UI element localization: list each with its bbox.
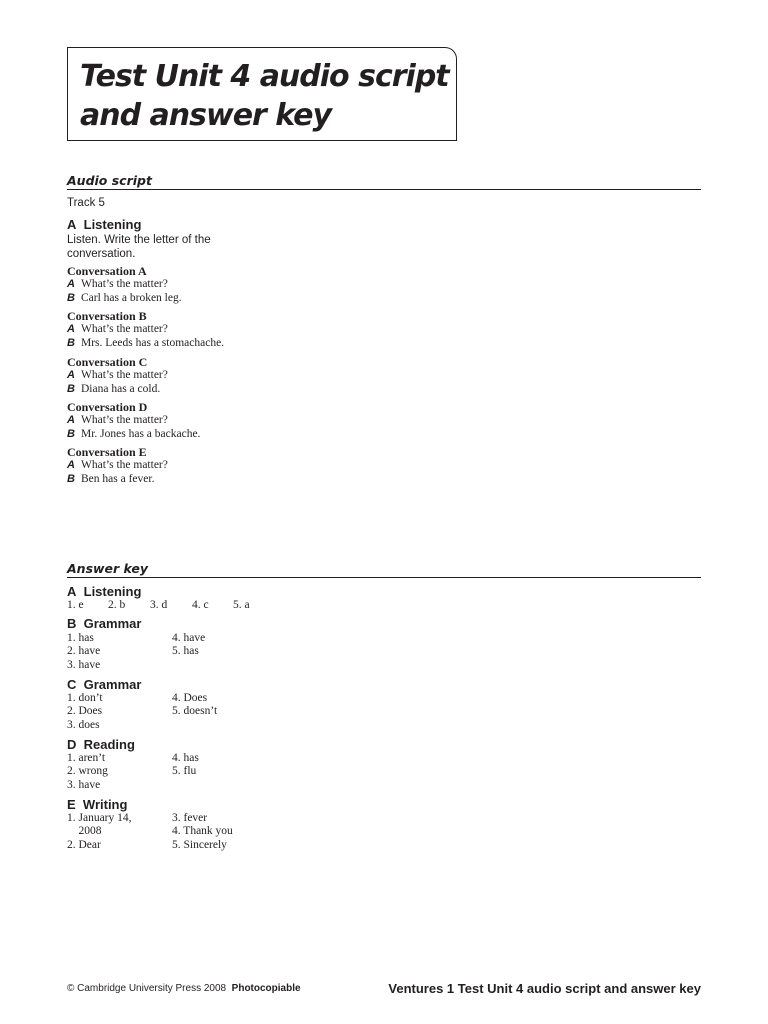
answer-item: 5. a <box>233 599 250 611</box>
answer-item: 2008 <box>67 825 102 837</box>
answer-section-heading: C Grammar <box>67 677 142 692</box>
conversation-title: Conversation E <box>67 445 147 459</box>
conversation-line: B Mrs. Leeds has a stomachache. <box>67 337 225 349</box>
conversation-line: A What’s the matter? <box>67 414 168 426</box>
answer-item: 1. January 14, <box>67 812 132 824</box>
answer-section-heading: E Writing <box>67 797 128 812</box>
conversation-title: Conversation D <box>67 400 148 414</box>
answer-item: 4. Thank you <box>172 825 233 837</box>
answer-item: 1. aren’t <box>67 752 106 764</box>
listening-section-heading: A Listening <box>67 217 142 232</box>
conversation-line: B Diana has a cold. <box>67 383 161 395</box>
instruction-line: conversation. <box>67 248 136 260</box>
conversation-line: A What’s the matter? <box>67 459 168 471</box>
answer-item: 2. Dear <box>67 839 101 851</box>
answer-item: 1. e <box>67 599 84 611</box>
conversation-line: B Carl has a broken leg. <box>67 292 182 304</box>
instruction-line: Listen. Write the letter of the <box>67 234 211 246</box>
answer-item: 4. have <box>172 632 206 644</box>
conversation-title: Conversation C <box>67 355 148 369</box>
answer-item: 5. Sincerely <box>172 839 227 851</box>
answer-item: 2. wrong <box>67 765 108 777</box>
answer-section-heading: A Listening <box>67 584 142 599</box>
title-box <box>67 47 457 141</box>
conversation-line: B Ben has a fever. <box>67 473 155 485</box>
page-title-line-1: Test Unit 4 audio script <box>80 59 449 94</box>
answer-item: 1. don’t <box>67 692 103 704</box>
track-label: Track 5 <box>67 197 105 209</box>
conversation-line: B Mr. Jones has a backache. <box>67 428 201 440</box>
answer-item: 4. has <box>172 752 199 764</box>
conversation-title: Conversation A <box>67 264 147 278</box>
answer-key-heading: Answer key <box>67 560 701 578</box>
answer-item: 4. c <box>192 599 209 611</box>
answer-item: 5. flu <box>172 765 197 777</box>
conversation-line: A What’s the matter? <box>67 323 168 335</box>
conversation-line: A What’s the matter? <box>67 278 168 290</box>
answer-item: 3. have <box>67 659 101 671</box>
answer-item: 2. b <box>108 599 126 611</box>
answer-item: 5. has <box>172 645 199 657</box>
conversation-line: A What’s the matter? <box>67 369 168 381</box>
footer-title: Ventures 1 Test Unit 4 audio script and answer key <box>388 981 701 996</box>
answer-item: 3. fever <box>172 812 208 824</box>
conversation-title: Conversation B <box>67 309 147 323</box>
answer-section-heading: B Grammar <box>67 616 142 631</box>
answer-item: 2. have <box>67 645 101 657</box>
audio-script-heading: Audio script <box>67 172 701 190</box>
answer-item: 5. doesn’t <box>172 705 218 717</box>
answer-item: 3. d <box>150 599 168 611</box>
footer-copyright: © Cambridge University Press 2008 Photocopiable <box>67 983 301 994</box>
answer-section-heading: D Reading <box>67 737 135 752</box>
answer-item: 2. Does <box>67 705 103 717</box>
answer-item: 3. does <box>67 719 100 731</box>
answer-item: 1. has <box>67 632 94 644</box>
answer-item: 3. have <box>67 779 101 791</box>
answer-item: 4. Does <box>172 692 208 704</box>
photocopiable-label: Photocopiable <box>231 983 301 994</box>
page-title-line-2: and answer key <box>80 98 332 133</box>
